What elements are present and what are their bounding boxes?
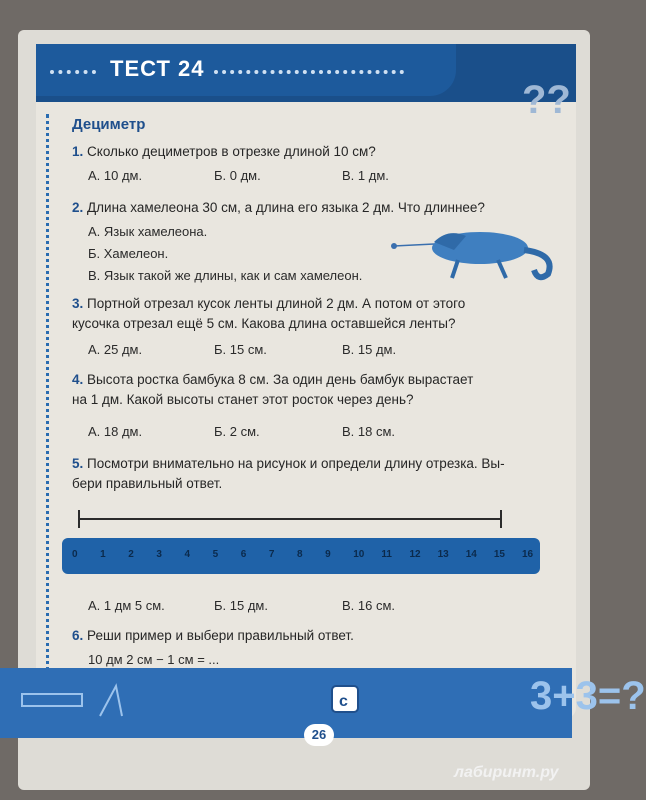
ruler-tick-label: 16 xyxy=(522,549,534,560)
ruler-tick-label: 7 xyxy=(268,549,275,560)
measured-segment xyxy=(78,518,502,520)
ruler-pencil-icon xyxy=(20,682,130,722)
option-c[interactable]: В. 16 см. xyxy=(342,598,396,613)
ruler-tick-label: 10 xyxy=(353,549,365,560)
option-a[interactable]: А. Язык хамелеона. xyxy=(88,224,208,239)
ruler-tick-label: 2 xyxy=(128,549,134,560)
question-text-line2: кусочка отрезал ещё 5 см. Какова длина оставшейся ленты? xyxy=(72,316,456,331)
question-text: Сколько дециметров в отрезке длиной 10 см? xyxy=(87,144,376,159)
ruler-tick-label: 11 xyxy=(381,549,392,560)
svg-text:c: c xyxy=(339,693,348,710)
question-number: 1. xyxy=(72,144,84,159)
ruler-tick-label: 8 xyxy=(297,549,303,560)
copyright-icon xyxy=(330,684,360,714)
ruler xyxy=(62,538,540,574)
header-dots-right xyxy=(214,70,404,78)
watermark-text: лабиринт.ру xyxy=(454,764,559,781)
option-a[interactable]: А. 25 дм. xyxy=(88,342,143,357)
question-text: Длина хамелеона 30 см, а длина его языка 2 дм. Что длиннее? xyxy=(87,200,485,215)
option-b[interactable]: Б. Хамелеон. xyxy=(88,246,169,261)
question-text-line2: на 1 дм. Какой высоты станет этот росток через день? xyxy=(72,392,414,407)
option-a[interactable]: А. 10 дм. xyxy=(88,168,143,183)
option-c[interactable]: В. Язык такой же длины, как и сам хамелеон. xyxy=(88,268,363,283)
ruler-tick-label: 6 xyxy=(240,549,247,560)
left-dotted-border xyxy=(46,114,49,684)
ruler-tick-label: 4 xyxy=(184,549,191,560)
question-number: 6. xyxy=(72,628,84,643)
question-5 xyxy=(72,454,505,494)
question-2 xyxy=(72,198,485,218)
header-dots-left xyxy=(50,70,96,78)
option-b[interactable]: Б. 15 см. xyxy=(214,342,267,357)
ruler-tick-label: 3 xyxy=(156,549,162,560)
option-b[interactable]: Б. 15 дм. xyxy=(214,598,268,613)
question-text-line1: Высота ростка бамбука 8 см. За один день бамбук вырастает xyxy=(87,372,474,387)
footer-decor-text: 3+3=? xyxy=(530,674,646,718)
option-a[interactable]: А. 18 дм. xyxy=(88,424,143,439)
question-4 xyxy=(72,370,473,410)
option-b[interactable]: Б. 2 см. xyxy=(214,424,260,439)
ruler-tick-label: 14 xyxy=(465,549,477,560)
option-c[interactable]: В. 18 см. xyxy=(342,424,396,439)
question-text-line1: Посмотри внимательно на рисунок и определи длину отрезка. Вы- xyxy=(87,456,505,471)
ruler-tick-label: 12 xyxy=(409,549,421,560)
ruler-tick-label: 0 xyxy=(72,549,78,560)
question-mark-decor-icon: ?? xyxy=(522,78,571,122)
question-text-line1: Портной отрезал кусок ленты длиной 2 дм. А потом от этого xyxy=(87,296,466,311)
chameleon-icon xyxy=(388,220,578,290)
option-a[interactable]: А. 1 дм 5 см. xyxy=(88,598,165,613)
option-b[interactable]: Б. 0 дм. xyxy=(214,168,261,183)
ruler-tick-label: 13 xyxy=(437,549,449,560)
question-number: 2. xyxy=(72,200,84,215)
topic-heading: Дециметр xyxy=(72,116,146,133)
option-c[interactable]: В. 1 дм. xyxy=(342,168,389,183)
question-6 xyxy=(72,626,354,646)
ruler-tick-label: 1 xyxy=(100,549,106,560)
test-card xyxy=(36,44,576,718)
question-1 xyxy=(72,142,376,162)
test-title: ТЕСТ 24 xyxy=(110,56,205,81)
page-number: 26 xyxy=(304,724,334,746)
ruler-tick-label: 9 xyxy=(325,549,331,560)
ruler-tick-label: 15 xyxy=(493,549,505,560)
ruler-tick-label: 5 xyxy=(212,549,219,560)
segment-end-tick xyxy=(500,510,502,528)
math-expression: 10 дм 2 см − 1 см = ... xyxy=(88,652,220,667)
question-number: 5. xyxy=(72,456,84,471)
question-3 xyxy=(72,294,465,334)
question-number: 4. xyxy=(72,372,84,387)
question-text-line2: бери правильный ответ. xyxy=(72,476,223,491)
question-text: Реши пример и выбери правильный ответ. xyxy=(87,628,354,643)
option-c[interactable]: В. 15 дм. xyxy=(342,342,397,357)
footer-band xyxy=(0,668,646,738)
question-number: 3. xyxy=(72,296,84,311)
